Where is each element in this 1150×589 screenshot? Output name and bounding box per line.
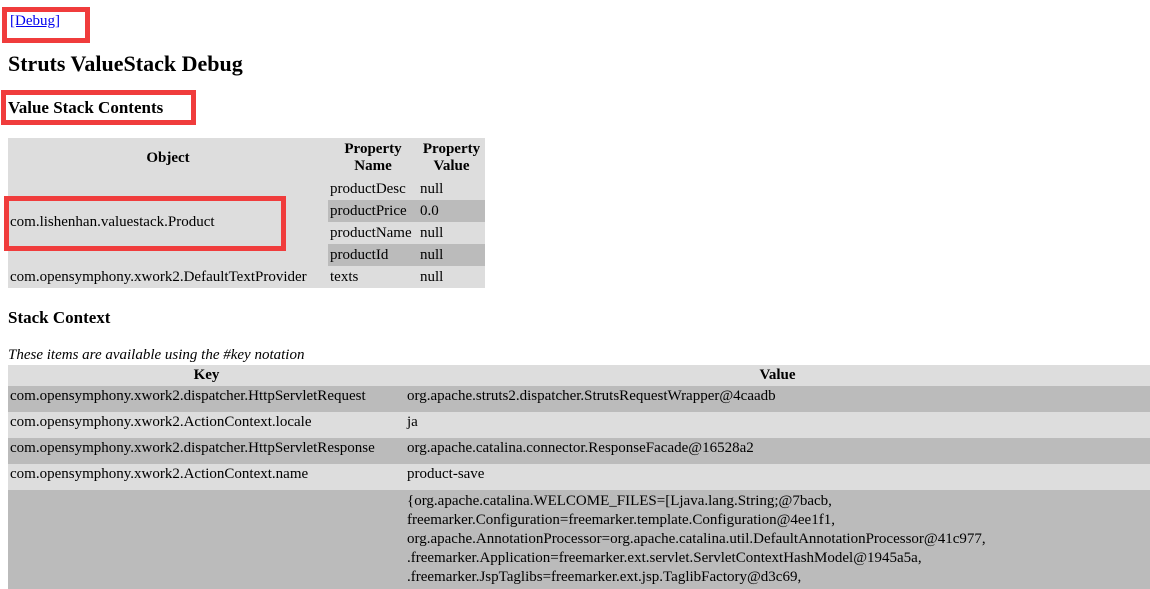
property-value-cell: null bbox=[418, 178, 485, 200]
value-cell: org.apache.catalina.connector.ResponseFacade@16528a2 bbox=[405, 438, 1150, 464]
column-header-property-name: Property Name bbox=[328, 138, 418, 178]
key-cell: com.opensymphony.xwork2.ActionContext.name bbox=[8, 464, 405, 490]
object-cell-provider: com.opensymphony.xwork2.DefaultTextProvider bbox=[8, 266, 328, 288]
value-cell: ja bbox=[405, 412, 1150, 438]
value-stack-header-row bbox=[8, 138, 485, 178]
value-line: freemarker.Configuration=freemarker.template.Configuration@4ee1f1, bbox=[407, 512, 835, 528]
property-value-cell: 0.0 bbox=[418, 200, 485, 222]
column-header-property-value: Property Value bbox=[418, 138, 485, 178]
value-stack-heading: Value Stack Contents bbox=[8, 98, 164, 117]
value-line: .freemarker.Application=freemarker.ext.servlet.ServletContextHashModel@1945a5a, bbox=[407, 550, 922, 566]
property-name-cell: productPrice bbox=[328, 200, 418, 222]
key-cell bbox=[8, 490, 405, 589]
property-value-cell: null bbox=[418, 222, 485, 244]
table-row bbox=[8, 438, 1150, 464]
value-line: .freemarker.JspTaglibs=freemarker.ext.jsp.TaglibFactory@d3c69, bbox=[407, 569, 802, 585]
property-name-cell: productId bbox=[328, 244, 418, 266]
value-line: {org.apache.catalina.WELCOME_FILES=[Ljava.lang.String;@7bacb, bbox=[407, 493, 832, 509]
property-value-cell: null bbox=[418, 266, 485, 288]
table-row bbox=[8, 490, 1150, 589]
table-row bbox=[8, 266, 485, 288]
stack-context-heading: Stack Context bbox=[8, 308, 111, 327]
property-name-cell: texts bbox=[328, 266, 418, 288]
key-cell: com.opensymphony.xwork2.dispatcher.HttpServletRequest bbox=[8, 386, 405, 412]
property-name-cell: productName bbox=[328, 222, 418, 244]
column-header-object: Object bbox=[8, 138, 328, 178]
table-row bbox=[8, 464, 1150, 490]
value-cell: org.apache.struts2.dispatcher.StrutsRequestWrapper@4caadb bbox=[405, 386, 1150, 412]
table-row bbox=[8, 412, 1150, 438]
column-header-value: Value bbox=[405, 365, 1150, 386]
value-line: org.apache.AnnotationProcessor=org.apache.catalina.util.DefaultAnnotationProcessor@41c977, bbox=[407, 531, 986, 547]
key-cell: com.opensymphony.xwork2.ActionContext.locale bbox=[8, 412, 405, 438]
value-cell: product-save bbox=[405, 464, 1150, 490]
column-header-key: Key bbox=[8, 365, 405, 386]
property-value-cell: null bbox=[418, 244, 485, 266]
table-row bbox=[8, 178, 485, 200]
value-cell-long bbox=[405, 490, 1150, 589]
stack-context-header-row bbox=[8, 365, 1150, 386]
debug-link[interactable]: [Debug] bbox=[10, 13, 60, 29]
key-cell: com.opensymphony.xwork2.dispatcher.HttpServletResponse bbox=[8, 438, 405, 464]
stack-context-note: These items are available using the #key notation bbox=[8, 347, 305, 363]
property-name-cell: productDesc bbox=[328, 178, 418, 200]
stack-context-table bbox=[8, 365, 1150, 589]
page-title: Struts ValueStack Debug bbox=[8, 51, 243, 76]
object-cell-product: com.lishenhan.valuestack.Product bbox=[8, 178, 328, 266]
table-row bbox=[8, 386, 1150, 412]
value-stack-table bbox=[8, 138, 485, 288]
